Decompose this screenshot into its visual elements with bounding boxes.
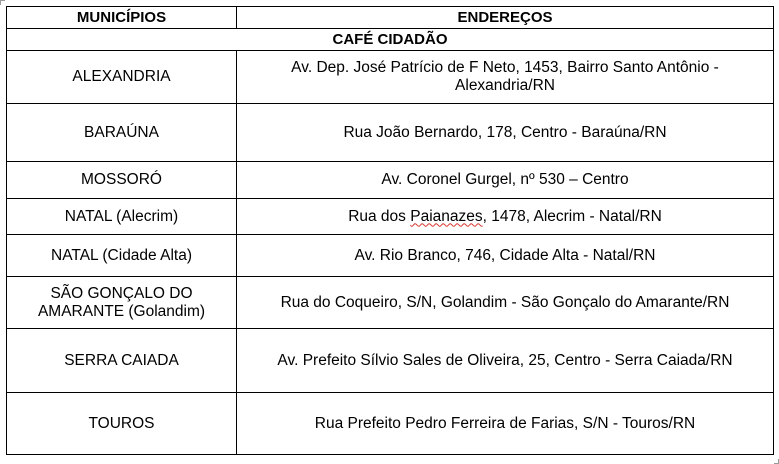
table-row — [7, 199, 774, 235]
endereco-cell: Rua Prefeito Pedro Ferreira de Farias, S/N - Touros/RN — [237, 393, 774, 455]
municipio-cell: MOSSORÓ — [7, 162, 237, 199]
table-row — [7, 235, 774, 277]
address-table — [6, 6, 774, 455]
spellcheck-marked-word: Paianazes — [410, 207, 483, 225]
header-municipios: MUNICÍPIOS — [7, 7, 237, 29]
endereco-cell: Av. Dep. José Patrício de F Neto, 1453, Bairro Santo Antônio - Alexandria/RN — [237, 51, 774, 104]
header-row — [7, 7, 774, 29]
endereco-text-post: , 1478, Alecrim - Natal/RN — [482, 207, 662, 225]
table-row — [7, 51, 774, 104]
municipio-cell: NATAL (Cidade Alta) — [7, 235, 237, 277]
section-title: CAFÉ CIDADÃO — [7, 29, 774, 51]
municipio-cell: BARAÚNA — [7, 104, 237, 162]
endereco-cell — [237, 199, 774, 235]
endereco-cell: Rua do Coqueiro, S/N, Golandim - São Gonçalo do Amarante/RN — [237, 277, 774, 329]
municipio-cell: NATAL (Alecrim) — [7, 199, 237, 235]
municipio-cell: ALEXANDRIA — [7, 51, 237, 104]
section-row — [7, 29, 774, 51]
crop-mark-bottom-right — [774, 459, 779, 464]
table-row — [7, 393, 774, 455]
table-row — [7, 277, 774, 329]
endereco-cell: Av. Rio Branco, 746, Cidade Alta - Natal/RN — [237, 235, 774, 277]
crop-mark-top-left — [0, 0, 5, 5]
table-row — [7, 162, 774, 199]
table-row — [7, 329, 774, 393]
table-row — [7, 104, 774, 162]
municipio-cell: TOUROS — [7, 393, 237, 455]
endereco-cell: Av. Coronel Gurgel, nº 530 – Centro — [237, 162, 774, 199]
municipio-cell: SERRA CAIADA — [7, 329, 237, 393]
municipio-cell: SÃO GONÇALO DO AMARANTE (Golandim) — [7, 277, 237, 329]
endereco-text-pre: Rua dos — [348, 207, 411, 225]
header-enderecos: ENDEREÇOS — [237, 7, 774, 29]
endereco-cell: Av. Prefeito Sílvio Sales de Oliveira, 25, Centro - Serra Caiada/RN — [237, 329, 774, 393]
endereco-cell: Rua João Bernardo, 178, Centro - Baraúna/RN — [237, 104, 774, 162]
